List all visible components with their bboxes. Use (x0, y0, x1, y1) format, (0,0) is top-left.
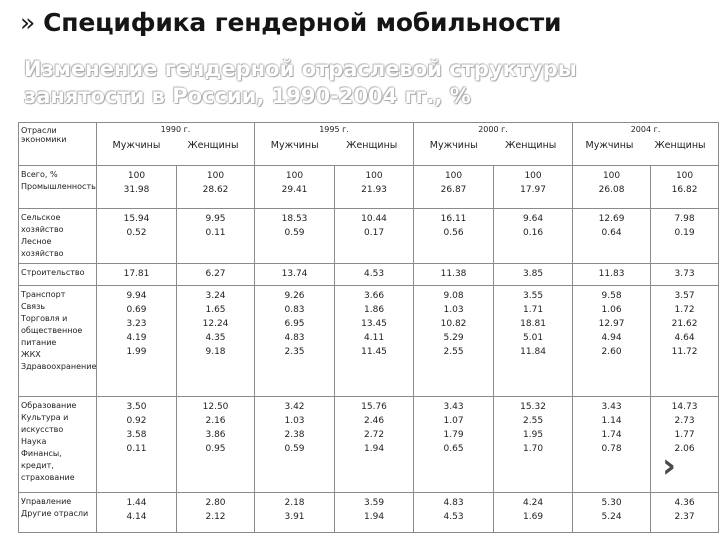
table-cell-value: 100 (444, 171, 463, 181)
table-cell-value: 100 (602, 171, 621, 181)
table-cell-value: 3.23 (126, 319, 147, 329)
table-cell-value: 14.73 (671, 402, 698, 412)
table-cell-value: 10.44 (361, 214, 387, 224)
table-cell-value: 2.72 (364, 430, 385, 440)
sector-label: Торговля и общественное питание (21, 314, 83, 347)
slide-subtitle: Изменение гендерной отраслевой структуры занятости в России, 1990-2004 гг., % (24, 57, 577, 108)
sector-label: Управление (21, 497, 72, 506)
year-header-1995 (255, 123, 414, 166)
table-cell-value: 5.01 (523, 333, 544, 343)
table-cell-value: 6.27 (205, 269, 226, 279)
year-label: 2000 г. (478, 125, 508, 134)
men-column-header: Мужчины (112, 140, 161, 151)
table-cell-value: 1.03 (443, 305, 464, 315)
table-cell-value: 2.55 (523, 416, 544, 426)
women-values-cell (494, 286, 573, 397)
table-cell-value: 21.93 (361, 185, 387, 195)
table-cell-value: 16.11 (440, 214, 467, 224)
men-values-cell (97, 493, 177, 533)
women-values-cell (651, 493, 719, 533)
table-cell-value: 0.69 (126, 305, 147, 315)
table-cell-value: 6.95 (284, 319, 305, 329)
sector-label: Другие отрасли (21, 509, 89, 518)
table-cell-value: 17.81 (123, 269, 150, 279)
table-cell-value: 1.94 (364, 444, 385, 454)
table-cell-value: 4.64 (674, 333, 695, 343)
table-cell-value: 11.72 (671, 347, 698, 357)
women-values-cell (494, 264, 573, 286)
table-row-group (19, 209, 719, 264)
women-values-cell (177, 493, 255, 533)
sector-labels-cell (19, 166, 97, 209)
table-cell-value: 4.53 (443, 512, 464, 522)
table-cell-value: 2.55 (443, 347, 464, 357)
table-row-group (19, 493, 719, 533)
men-values-cell (414, 397, 494, 493)
table-cell-value: 3.24 (205, 291, 226, 301)
table-cell-value: 100 (285, 171, 304, 181)
women-values-cell (177, 264, 255, 286)
table-cell-value: 0.16 (523, 228, 544, 238)
table-cell-value: 26.08 (598, 185, 625, 195)
sector-label: Здравоохранение (21, 362, 97, 371)
women-values-cell (494, 493, 573, 533)
table-cell-value: 1.99 (126, 347, 147, 357)
table-cell-value: 1.03 (284, 416, 305, 426)
table-cell-value: 29.41 (281, 185, 308, 195)
women-values-cell (651, 166, 719, 209)
men-values-cell (255, 397, 335, 493)
table-cell-value: 1.14 (601, 416, 622, 426)
year-header-1990 (97, 123, 255, 166)
men-values-cell (573, 209, 651, 264)
table-cell-value: 28.62 (202, 185, 229, 195)
year-header-2000 (414, 123, 573, 166)
table-cell-value: 16.82 (671, 185, 698, 195)
table-cell-value: 3.86 (205, 430, 226, 440)
sector-label: Сельское хозяйство (21, 213, 64, 234)
women-values-cell (494, 209, 573, 264)
sector-label: ЖКХ (21, 350, 41, 359)
women-values-cell (177, 209, 255, 264)
table-cell-value: 21.62 (671, 319, 698, 329)
table-cell-value: 2.80 (205, 498, 226, 508)
men-values-cell (255, 209, 335, 264)
sector-labels-cell (19, 286, 97, 397)
table-cell-value: 3.85 (523, 269, 544, 279)
title-text: Специфика гендерной мобильности (43, 8, 562, 37)
table-cell-value: 0.17 (364, 228, 385, 238)
table-cell-value: 3.55 (523, 291, 544, 301)
men-values-cell (97, 166, 177, 209)
table-cell-value: 1.86 (364, 305, 385, 315)
table-cell-value: 5.30 (601, 498, 622, 508)
table-cell-value: 2.73 (674, 416, 695, 426)
women-values-cell (651, 397, 719, 493)
men-values-cell (97, 209, 177, 264)
table-cell-value: 0.11 (205, 228, 226, 238)
men-values-cell (255, 166, 335, 209)
table-cell-value: 7.98 (674, 214, 695, 224)
table-cell-value: 18.53 (281, 214, 308, 224)
sector-label: Всего, % (21, 170, 58, 179)
table-cell-value: 1.94 (364, 512, 385, 522)
table-cell-value: 4.53 (364, 269, 385, 279)
table-cell-value: 0.19 (674, 228, 695, 238)
table-cell-value: 9.64 (523, 214, 544, 224)
table-cell-value: 2.12 (205, 512, 226, 522)
slide-title (20, 8, 561, 37)
table-cell-value: 0.83 (284, 305, 305, 315)
women-values-cell (494, 166, 573, 209)
header-row (19, 123, 719, 166)
table-cell-value: 12.69 (598, 214, 625, 224)
table-cell-value: 13.45 (361, 319, 387, 329)
table-cell-value: 4.35 (205, 333, 226, 343)
women-column-header: Женщины (346, 140, 398, 151)
table-cell-value: 0.92 (126, 416, 147, 426)
table-cell-value: 100 (206, 171, 225, 181)
table-cell-value: 4.83 (284, 333, 305, 343)
men-values-cell (414, 493, 494, 533)
table-cell-value: 1.70 (523, 444, 544, 454)
men-values-cell (255, 286, 335, 397)
table-cell-value: 3.58 (126, 430, 147, 440)
table-cell-value: 9.95 (205, 214, 226, 224)
employment-structure-table (18, 122, 719, 533)
women-values-cell (335, 166, 414, 209)
table-cell-value: 0.56 (443, 228, 464, 238)
table-cell-value: 4.14 (126, 512, 147, 522)
year-label: 1995 г. (319, 125, 349, 134)
women-values-cell (494, 397, 573, 493)
men-values-cell (573, 493, 651, 533)
sector-labels-cell (19, 209, 97, 264)
title-bullet: » (20, 8, 36, 37)
table-cell-value: 3.50 (126, 402, 147, 412)
table-cell-value: 0.65 (443, 444, 464, 454)
men-values-cell (414, 166, 494, 209)
women-values-cell (335, 493, 414, 533)
men-values-cell (97, 397, 177, 493)
table-cell-value: 1.95 (523, 430, 544, 440)
table-cell-value: 2.18 (284, 498, 305, 508)
men-values-cell (97, 264, 177, 286)
men-values-cell (573, 166, 651, 209)
table-cell-value: 15.32 (520, 402, 546, 412)
table-cell-value: 1.07 (443, 416, 464, 426)
table-cell-value: 3.43 (443, 402, 464, 412)
table-cell-value: 2.37 (674, 512, 695, 522)
table-cell-value: 0.59 (284, 444, 305, 454)
men-values-cell (573, 264, 651, 286)
women-column-header: Женщины (505, 140, 557, 151)
table-cell-value: 3.57 (674, 291, 695, 301)
table-cell-value: 100 (127, 171, 146, 181)
men-column-header: Мужчины (270, 140, 319, 151)
table-cell-value: 5.24 (601, 512, 622, 522)
men-values-cell (255, 493, 335, 533)
table-cell-value: 2.38 (284, 430, 305, 440)
table-cell-value: 1.69 (523, 512, 544, 522)
women-values-cell (651, 286, 719, 397)
table-cell-value: 0.78 (601, 444, 622, 454)
table-cell-value: 15.94 (123, 214, 150, 224)
table-cell-value: 4.24 (523, 498, 544, 508)
table-row-group (19, 286, 719, 397)
men-values-cell (414, 209, 494, 264)
table-cell-value: 12.50 (202, 402, 229, 412)
table-cell-value: 1.79 (443, 430, 464, 440)
men-column-header: Мужчины (585, 140, 634, 151)
women-column-header: Женщины (187, 140, 239, 151)
sector-labels-cell (19, 397, 97, 493)
table-cell-value: 0.11 (126, 444, 147, 454)
men-values-cell (414, 286, 494, 397)
men-values-cell (414, 264, 494, 286)
table-cell-value: 3.59 (364, 498, 385, 508)
table-cell-value: 5.29 (443, 333, 464, 343)
sector-label: Строительство (21, 268, 85, 277)
table-cell-value: 12.24 (202, 319, 229, 329)
table-cell-value: 4.11 (364, 333, 385, 343)
sector-label: Финансы, кредит, страхование (21, 449, 75, 482)
sector-label: Транспорт (21, 290, 66, 299)
table-cell-value: 2.35 (284, 347, 305, 357)
table-cell-value: 26.87 (440, 185, 467, 195)
table-cell-value: 10.82 (440, 319, 467, 329)
women-values-cell (177, 166, 255, 209)
women-values-cell (177, 286, 255, 397)
sector-label: Промышленность (21, 182, 96, 191)
men-values-cell (573, 397, 651, 493)
table-cell-value: 11.84 (520, 347, 546, 357)
table-cell-value: 100 (675, 171, 694, 181)
sector-labels-cell (19, 264, 97, 286)
year-label: 1990 г. (160, 125, 191, 134)
table-cell-value: 4.94 (601, 333, 622, 343)
men-values-cell (97, 286, 177, 397)
table-cell-value: 17.97 (520, 185, 546, 195)
table-row-group (19, 264, 719, 286)
table-cell-value: 0.95 (205, 444, 226, 454)
table-cell-value: 12.97 (598, 319, 625, 329)
table-cell-value: 15.76 (361, 402, 387, 412)
women-column-header: Женщины (654, 140, 706, 151)
table-cell-value: 4.36 (674, 498, 695, 508)
men-values-cell (573, 286, 651, 397)
table-cell-value: 3.66 (364, 291, 385, 301)
table-body (19, 166, 719, 533)
table-cell-value: 1.77 (674, 430, 695, 440)
sector-label: Наука (21, 437, 47, 446)
sector-label: Культура и искусство (21, 413, 69, 434)
table-cell-value: 1.06 (601, 305, 622, 315)
sector-labels-cell (19, 493, 97, 533)
table-cell-value: 3.43 (601, 402, 622, 412)
year-header-2004 (573, 123, 719, 166)
women-values-cell (651, 209, 719, 264)
table-cell-value: 3.73 (674, 269, 695, 279)
women-values-cell (335, 397, 414, 493)
table-cell-value: 9.18 (205, 347, 226, 357)
table-cell-value: 2.46 (364, 416, 385, 426)
table-cell-value: 100 (524, 171, 542, 181)
table-cell-value: 9.08 (443, 291, 464, 301)
table-cell-value: 3.91 (284, 512, 305, 522)
table-cell-value: 2.06 (674, 444, 695, 454)
table-cell-value: 1.44 (126, 498, 147, 508)
table-cell-value: 1.65 (205, 305, 226, 315)
table-cell-value: 1.74 (601, 430, 622, 440)
table-row-group (19, 397, 719, 493)
table-row-group (19, 166, 719, 209)
men-column-header: Мужчины (429, 140, 478, 151)
table-cell-value: 2.16 (205, 416, 226, 426)
table-cell-value: 2.60 (601, 347, 622, 357)
women-values-cell (335, 264, 414, 286)
table-cell-value: 9.94 (126, 291, 147, 301)
table-cell-value: 0.59 (284, 228, 305, 238)
table-cell-value: 100 (365, 171, 383, 181)
table-cell-value: 4.19 (126, 333, 147, 343)
table-cell-value: 31.98 (123, 185, 150, 195)
table-cell-value: 11.83 (598, 269, 625, 279)
men-values-cell (255, 264, 335, 286)
table-cell-value: 11.45 (361, 347, 387, 357)
women-values-cell (651, 264, 719, 286)
women-values-cell (335, 209, 414, 264)
sector-label: Связь (21, 302, 46, 311)
table-cell-value: 4.83 (443, 498, 464, 508)
table-cell-value: 9.26 (284, 291, 305, 301)
table-cell-value: 9.58 (601, 291, 622, 301)
table-cell-value: 0.52 (126, 228, 147, 238)
women-values-cell (177, 397, 255, 493)
year-label: 2004 г. (630, 125, 661, 134)
sector-label: Лесное хозяйство (21, 237, 64, 258)
table-cell-value: 18.81 (520, 319, 546, 329)
table-cell-value: 3.42 (284, 402, 305, 412)
table-cell-value: 0.64 (601, 228, 622, 238)
women-values-cell (335, 286, 414, 397)
next-slide-arrow-icon[interactable]: › (662, 446, 677, 486)
table-cell-value: 1.71 (523, 305, 544, 315)
sectors-column-header: Отрасли экономики (19, 123, 97, 166)
table-cell-value: 11.38 (440, 269, 467, 279)
sector-label: Образование (21, 401, 77, 410)
table-cell-value: 13.74 (281, 269, 308, 279)
table-cell-value: 1.72 (674, 305, 695, 315)
